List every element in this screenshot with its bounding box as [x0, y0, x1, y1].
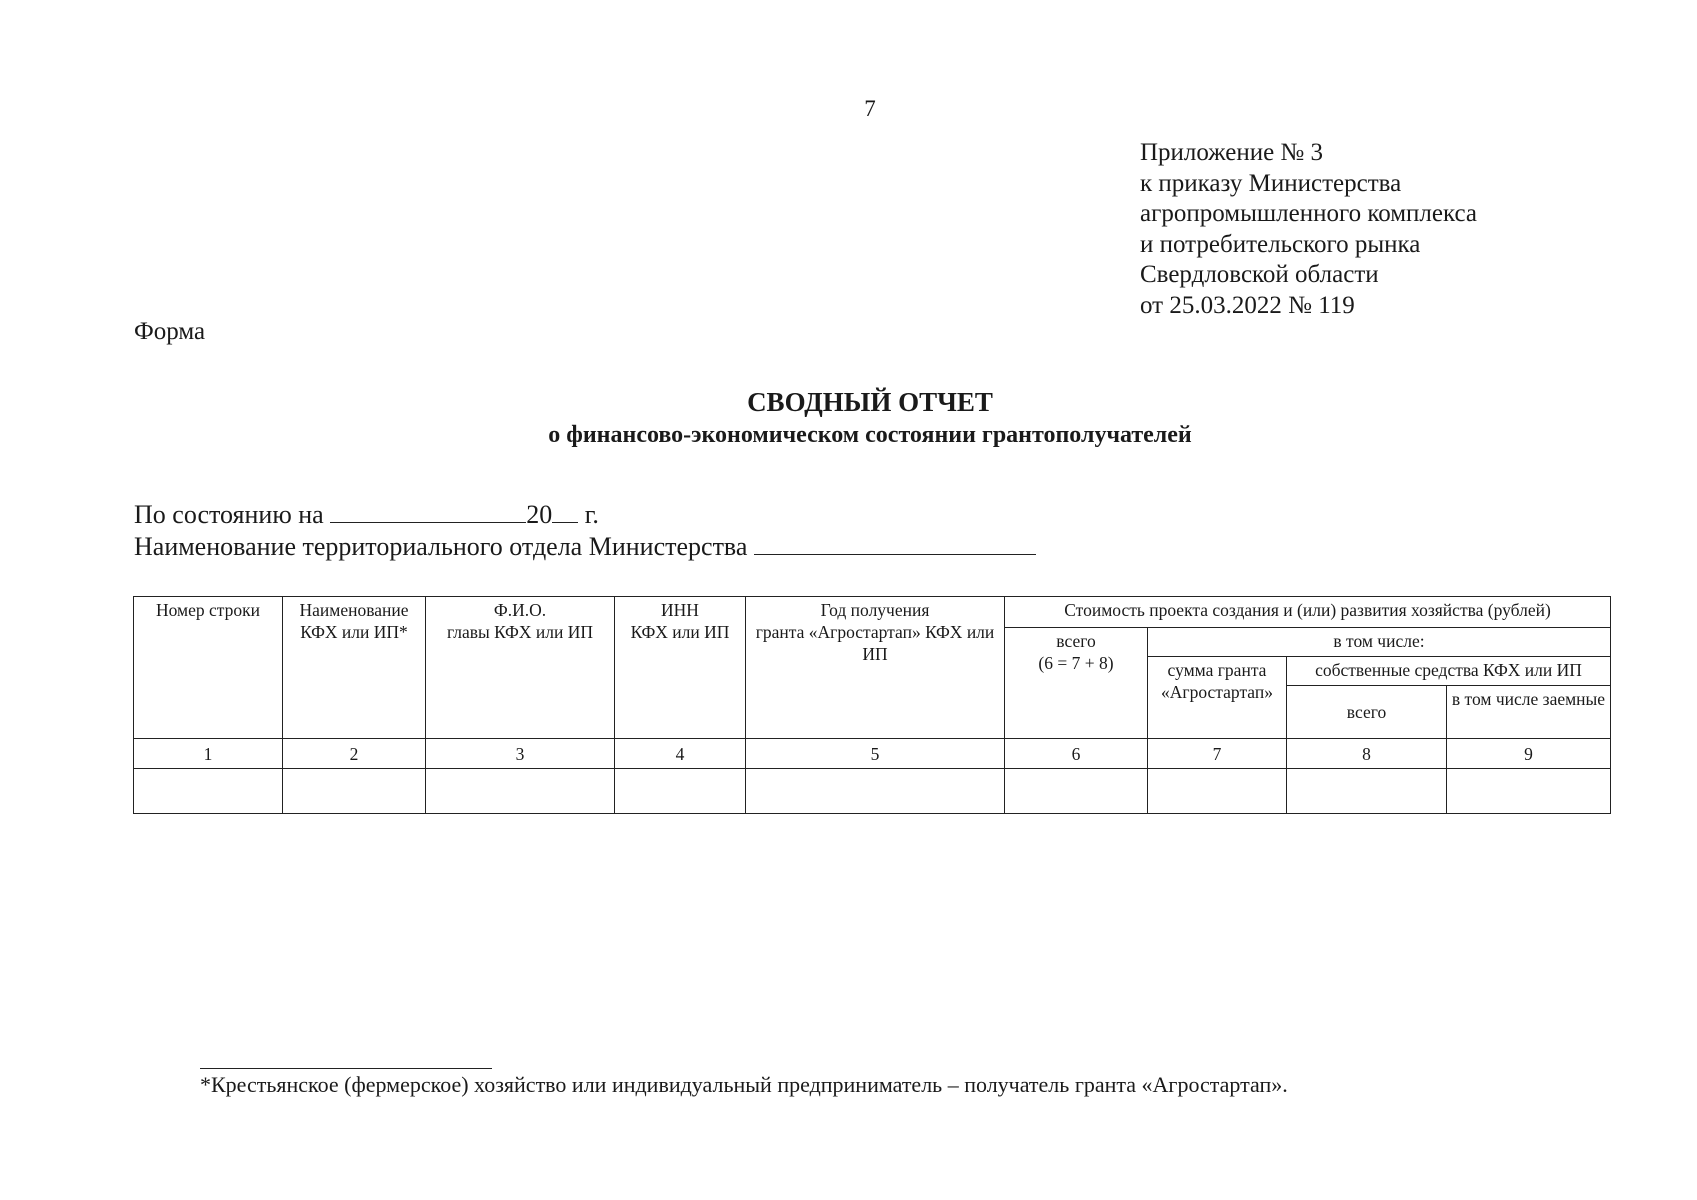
page-number: 7 — [864, 96, 876, 121]
header-inn-l2: КФХ или ИП — [630, 622, 730, 642]
column-number: 2 — [283, 739, 426, 769]
header-own-total: всего — [1287, 686, 1447, 739]
header-head-name-l2: главы КФХ или ИП — [446, 622, 594, 642]
header-inn-l1: ИНН — [661, 600, 699, 620]
appendix-line: и потребительского рынка — [1140, 230, 1421, 258]
header-including: в том числе: — [1148, 628, 1611, 657]
header-own-borrowed: в том числе заемные — [1447, 686, 1611, 739]
column-number: 6 — [1005, 739, 1148, 769]
as-of-date-line — [134, 500, 599, 530]
footnote: *Крестьянское (фермерское) хозяйство или индивидуальный предприниматель – получатель гранта «Агростартап». — [200, 1072, 1288, 1097]
column-number: 1 — [134, 739, 283, 769]
header-head-name — [426, 597, 615, 739]
data-cell[interactable] — [746, 769, 1005, 814]
year-prefix: 20 — [526, 500, 553, 529]
data-cell[interactable] — [134, 769, 283, 814]
department-line — [134, 532, 1036, 562]
header-grant-year — [746, 597, 1005, 739]
as-of-label: По состоянию на — [134, 500, 324, 529]
header-grant-year-l2: гранта «Агростартап» КФХ или ИП — [755, 622, 995, 664]
header-cost-total — [1005, 628, 1148, 739]
data-cell[interactable] — [615, 769, 746, 814]
header-head-name-l1: Ф.И.О. — [493, 600, 547, 620]
column-number: 9 — [1447, 739, 1611, 769]
report-table — [133, 596, 1611, 814]
column-number: 8 — [1287, 739, 1447, 769]
department-blank-field[interactable] — [754, 532, 1036, 555]
header-inn — [615, 597, 746, 739]
form-label: Форма — [134, 318, 206, 345]
data-row — [134, 769, 1611, 814]
header-project-cost: Стоимость проекта создания и (или) развития хозяйства (рублей) — [1005, 597, 1611, 628]
document-title: СВОДНЫЙ ОТЧЕТ — [747, 387, 993, 417]
date-blank-field[interactable] — [330, 500, 526, 523]
appendix-line: к приказу Министерства — [1140, 169, 1402, 197]
data-cell[interactable] — [426, 769, 615, 814]
appendix-line: Приложение № 3 — [1140, 139, 1324, 166]
year-blank-field[interactable] — [552, 500, 578, 523]
column-number: 5 — [746, 739, 1005, 769]
column-number: 4 — [615, 739, 746, 769]
header-grant-year-l1: Год получения — [820, 600, 930, 620]
data-cell[interactable] — [1287, 769, 1447, 814]
appendix-line: Свердловской области — [1140, 261, 1379, 288]
appendix-line: от 25.03.2022 № 119 — [1140, 291, 1355, 319]
footnote-separator — [200, 1068, 492, 1069]
data-cell[interactable] — [283, 769, 426, 814]
header-grant-sum: сумма гранта «Агростартап» — [1148, 657, 1287, 739]
column-number-row — [134, 739, 1611, 769]
header-cost-total-l1: всего — [1056, 631, 1096, 651]
appendix-line: агропромышленного комплекса — [1140, 200, 1478, 227]
header-farm-name: Наименование КФХ или ИП* — [283, 597, 426, 739]
header-own-funds: собственные средства КФХ или ИП — [1287, 657, 1611, 686]
department-label: Наименование территориального отдела Министерства — [134, 532, 748, 561]
header-row-number: Номер строки — [134, 597, 283, 739]
data-cell[interactable] — [1447, 769, 1611, 814]
column-number: 3 — [426, 739, 615, 769]
appendix-header — [1140, 138, 1477, 321]
header-cost-total-l2: (6 = 7 + 8) — [1038, 653, 1114, 673]
year-suffix: г. — [584, 500, 599, 529]
document-subtitle: о финансово-экономическом состоянии грантополучателей — [548, 422, 1192, 448]
column-number: 7 — [1148, 739, 1287, 769]
data-cell[interactable] — [1148, 769, 1287, 814]
data-cell[interactable] — [1005, 769, 1148, 814]
